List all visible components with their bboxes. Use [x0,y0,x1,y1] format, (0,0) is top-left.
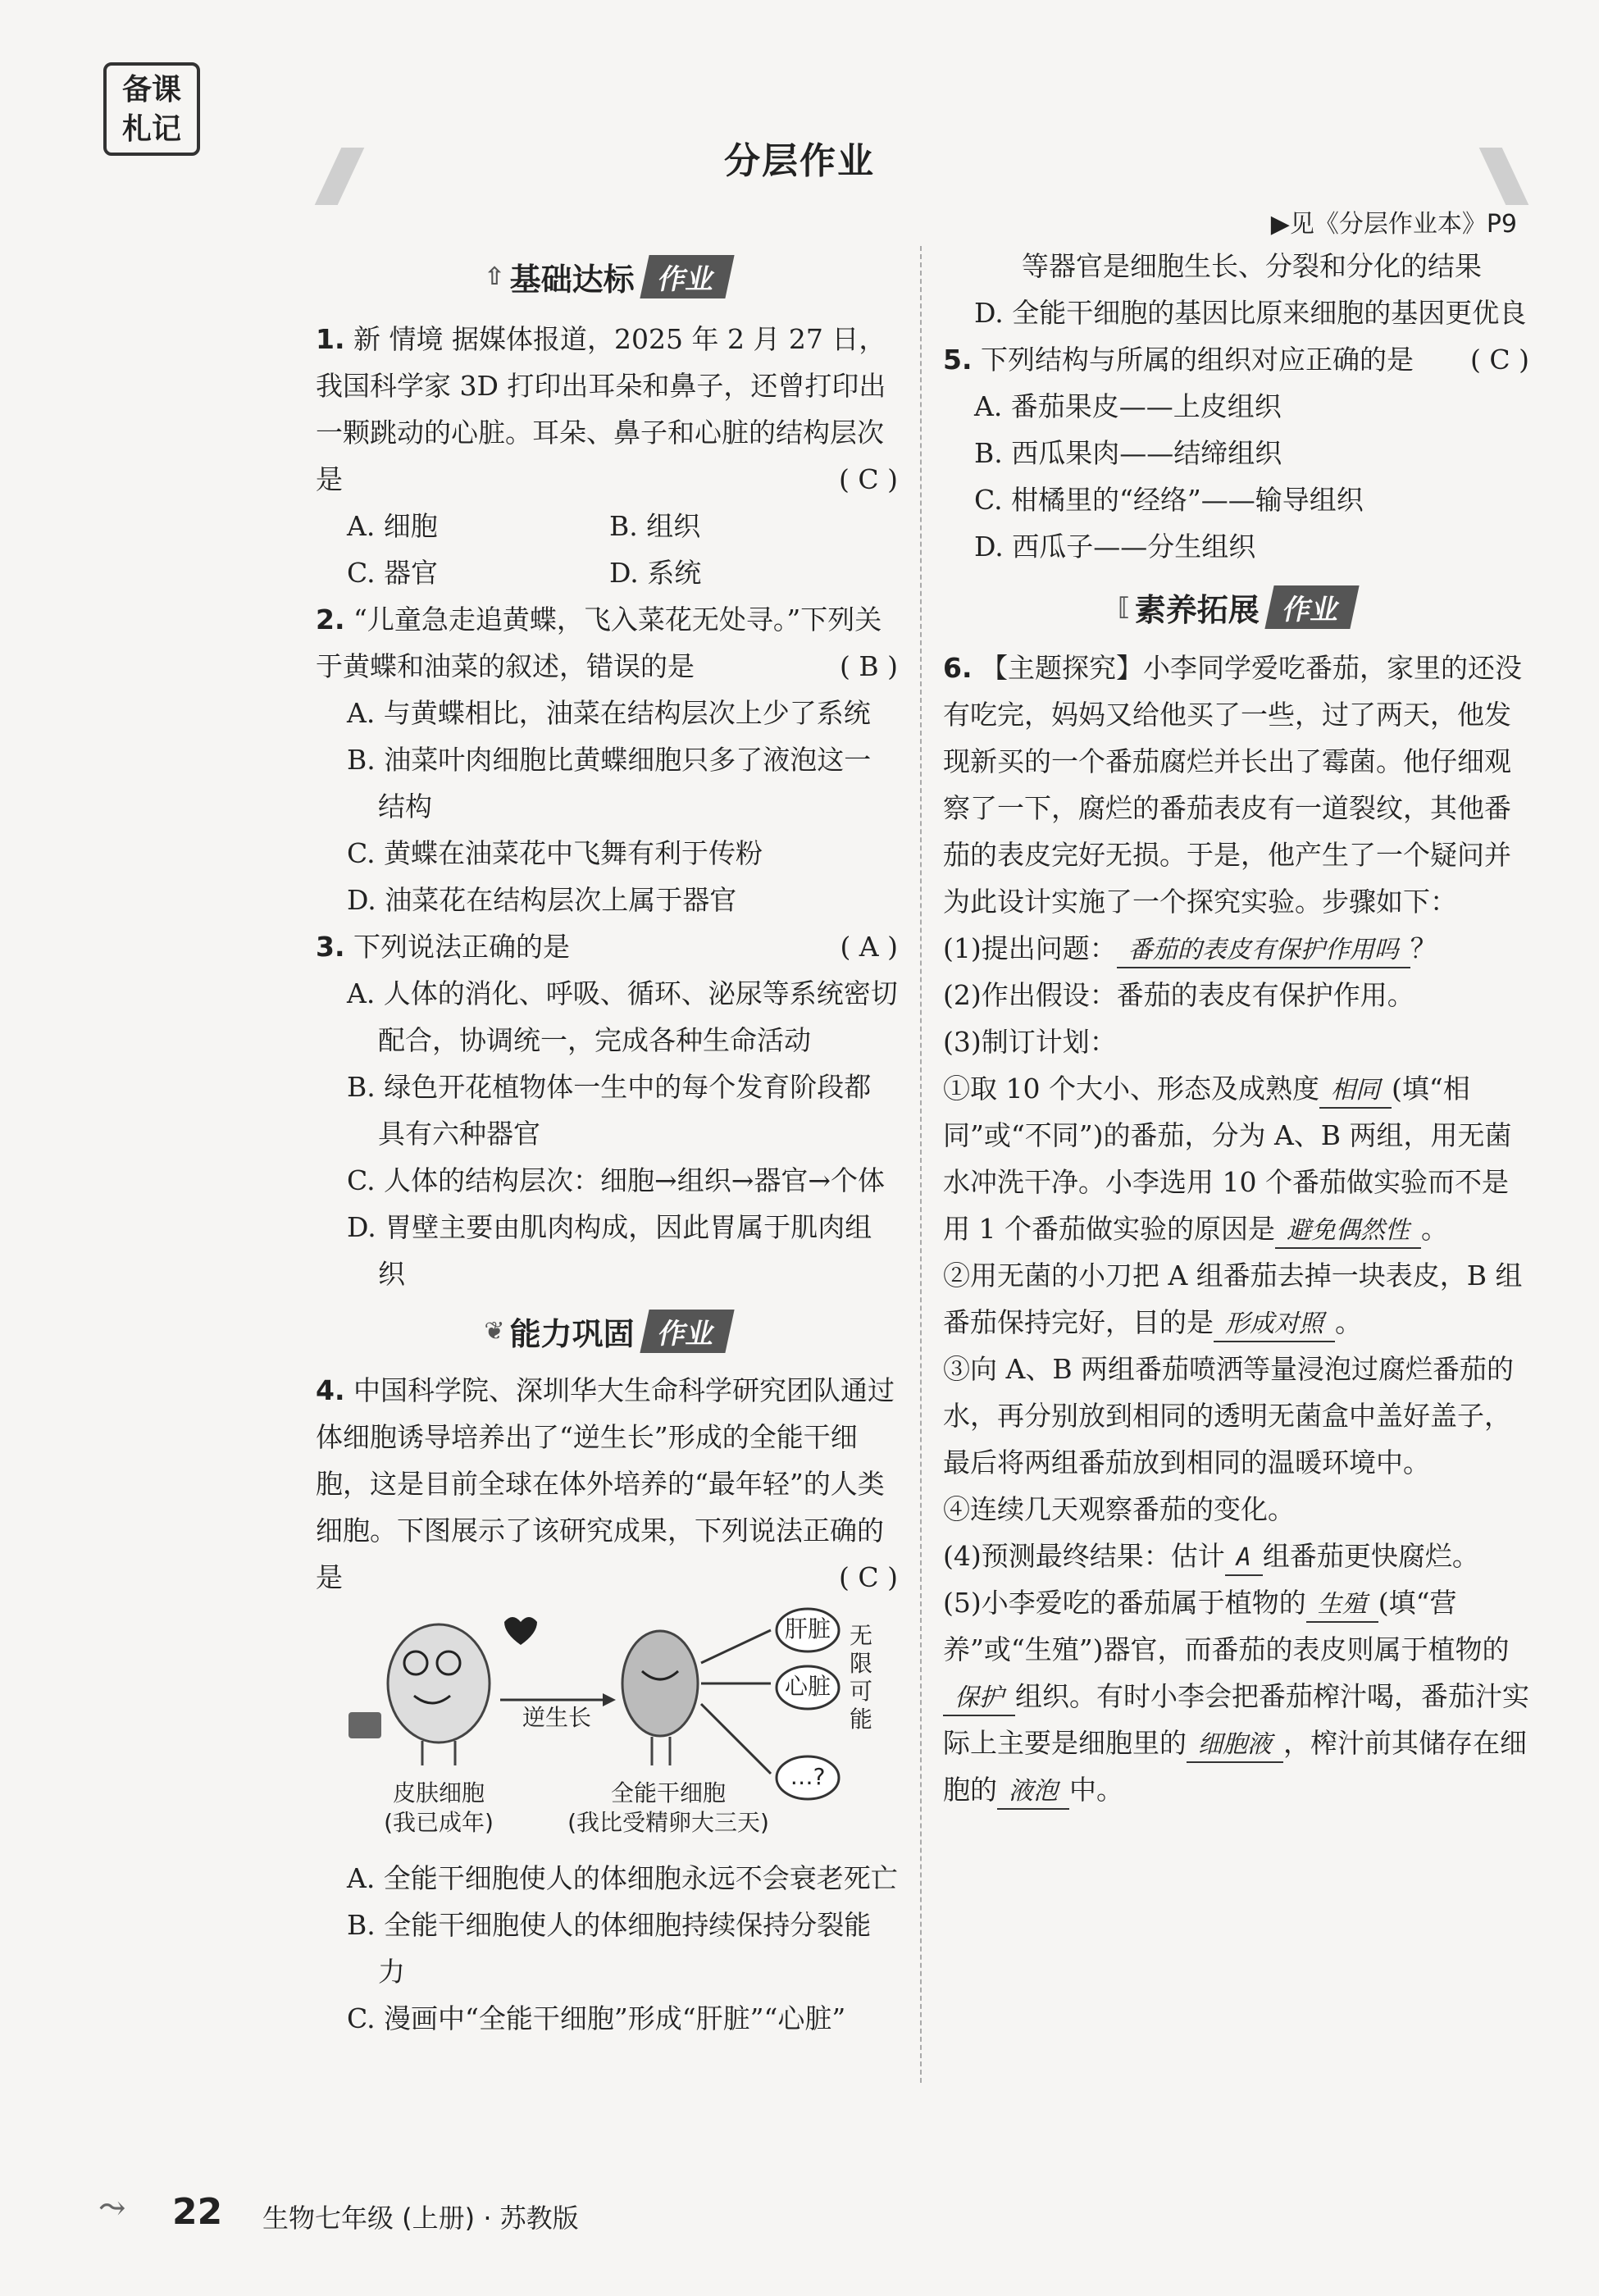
q2-number: 2. [316,604,345,636]
q6-step3: (3)制订计划： [943,1026,1117,1058]
q6-step4: (4)预测最终结果：估计 A 组番茄更快腐烂。 [943,1533,1529,1579]
q2-option-c: C. 黄蝶在油菜花中飞舞有利于传粉 [347,837,763,869]
q1-number: 1. [316,323,345,355]
left-column [316,254,898,2042]
question-2 [316,596,898,923]
q5-number: 5. [943,344,973,376]
target-liver: 肝脏 [784,1615,831,1642]
q6-step3b: ②用无菌的小刀把 A 组番茄去掉一块表皮，B 组番茄保持完好，目的是 形成对照 。 [943,1252,1529,1346]
q5-option-c: C. 柑橘里的“经络”——输导组织 [974,484,1364,516]
skin-cell-icon [348,1624,490,1765]
section-ability-tag: 作业 [640,1310,734,1353]
q6-number: 6. [943,652,973,684]
q6-step5-answer3: 细胞液 [1187,1729,1283,1763]
q6-step3b-answer: 形成对照 [1214,1308,1335,1342]
q6-step3a: ①取 10 个大小、形态及成熟度 相同 (填“相同”或“不同”)的番茄，分为 A、B 两组，用无菌水冲洗干净。小李选用 10 个番茄做实验而不是用 1 个番茄做实验的原因是 避免偶然性 。 [943,1065,1529,1252]
q6-step5-answer1: 生殖 [1306,1588,1378,1623]
q6-step1: (1)提出问题： 番茄的表皮有保护作用吗 ？ [943,925,1529,972]
q3-option-a: A. 人体的消化、呼吸、循环、泌尿等系统密切配合，协调统一，完成各种生命活动 [347,977,898,1056]
q5-option-d: D. 西瓜子——分生组织 [974,531,1256,563]
q4-option-b: B. 全能干细胞使人的体细胞持续保持分裂能力 [347,1909,872,1988]
question-1 [316,316,898,596]
q2-text: “儿童急走追黄蝶，飞入菜花无处寻。”下列关于黄蝶和油菜的叙述，错误的是 [316,604,882,682]
q6-step1-answer: 番茄的表皮有保护作用吗 [1117,934,1410,968]
section-ability-title: 能力巩固 [509,1316,635,1352]
q3-option-c: C. 人体的结构层次：细胞→组织→器官→个体 [347,1164,886,1196]
q5-option-b: B. 西瓜果肉——结缔组织 [974,437,1282,469]
q4-option-a: A. 全能干细胞使人的体细胞永远不会衰老死亡 [347,1862,898,1894]
arrow-label: 逆生长 [522,1704,591,1731]
skin-cell-caption: 皮肤细胞 [392,1779,485,1806]
q5-answer: ( C ) [1470,344,1529,376]
q6-step3c: ③向 A、B 两组番茄喷洒等量浸泡过腐烂番茄的水，再分别放到相同的透明无菌盒中盖好盖子，最后将两组番茄放到相同的温暖环境中。 [943,1353,1515,1478]
question-5 [943,336,1529,570]
q3-option-d: D. 胃壁主要由肌肉构成，因此胃属于肌肉组织 [347,1211,872,1290]
question-3 [316,923,898,1297]
section-basic [316,254,898,299]
q4-option-c-part1: C. 漫画中“全能干细胞”形成“肝脏”“心脏” [347,2002,846,2034]
section-basic-tag: 作业 [640,255,734,298]
q5-option-a: A. 番茄果皮——上皮组织 [974,390,1282,422]
stem-cell-diagram [316,1606,890,1852]
q3-text: 下列说法正确的是 [353,931,570,963]
stem-cell-caption: 全能干细胞 [610,1779,726,1806]
q6-text: 【主题探究】小李同学爱吃番茄，家里的还没有吃完，妈妈又给他买了一些，过了两天，他发现新买的一个番茄腐烂并长出了霉菌。他仔细观察了一下，腐烂的番茄表皮有一道裂纹，其他番茄的表皮完好无损。于是，他产生了一个疑问并为此设计实施了一个探究实验。步骤如下： [943,652,1522,918]
stem-cell-icon [622,1631,698,1765]
q3-option-b: B. 绿色开花植物体一生中的每个发育阶段都具有六种器官 [347,1071,872,1150]
q2-option-a: A. 与黄蝶相比，油菜在结构层次上少了系统 [347,697,871,729]
q1-text: 新 情境 据媒体报道，2025 年 2 月 27 日，我国科学家 3D 打印出耳朵和鼻子，还曾打印出一颗跳动的心脏。耳朵、鼻子和心脏的结构层次是 [316,323,886,495]
section-literacy-tag: 作业 [1264,585,1359,629]
up-arrow-icon: ⇧ [484,262,505,291]
q1-option-c: C. 器官 [347,557,439,589]
q6-step5: (5)小李爱吃的番茄属于植物的 生殖 (填“营养”或“生殖”)器官，而番茄的表皮则属于植物的保护 组织。有时小李会把番茄榨汁喝，番茄汁实际上主要是细胞里的 细胞液 ，榨汁前其储存在细胞的 液泡 中。 [943,1579,1529,1813]
bracket-icon: ⟦ [1118,593,1130,622]
q6-step3a-answer2: 避免偶然性 [1275,1214,1421,1249]
right-column [943,243,1529,1813]
skin-cell-sub: (我已成年) [384,1809,494,1836]
q1-option-d: D. 系统 [609,557,702,589]
q4-option-c-cont: 等器官是细胞生长、分裂和分化的结果 [1022,250,1482,282]
heart-icon [504,1617,537,1645]
stem-cell-sub: (我比受精卵大三天) [567,1809,769,1836]
q1-answer: ( C ) [839,463,898,495]
q6-step4-answer: A [1225,1542,1263,1576]
q1-option-a: A. 细胞 [347,510,438,542]
workbook-reference: ▶见《分层作业本》P9 [1270,210,1517,239]
section-literacy [943,585,1529,630]
stamp-line2: 札记 [121,112,181,146]
q6-step3a-answer: 相同 [1319,1074,1392,1109]
q2-option-d: D. 油菜花在结构层次上属于器官 [347,884,737,916]
page-number: 22 [172,2191,223,2233]
q6-step2: (2)作出假设：番茄的表皮有保护作用。 [943,979,1414,1011]
q2-option-b: B. 油菜叶肉细胞比黄蝶细胞只多了液泡这一结构 [347,744,872,822]
q4-text: 中国科学院、深圳华大生命科学研究团队通过体细胞诱导培养出了“逆生长”形成的全能干细胞，这是目前全球在体外培养的“最年轻”的人类细胞。下图展示了该研究成果，下列说法正确的是 [316,1374,895,1593]
q4-number: 4. [316,1374,345,1406]
infinite-possibility-label: 无限可能 [849,1622,872,1733]
q6-step3d: ④连续几天观察番茄的变化。 [943,1493,1295,1525]
q1-option-b: B. 组织 [609,510,701,542]
q4-option-d: D. 全能干细胞的基因比原来细胞的基因更优良 [974,297,1527,329]
question-4 [316,1367,898,2042]
stamp-line1: 备课 [121,73,181,107]
q4-answer: ( C ) [839,1561,898,1593]
q5-text: 下列结构与所属的组织对应正确的是 [981,344,1414,376]
section-literacy-title: 素养拓展 [1134,592,1260,628]
section-ability [316,1309,898,1354]
page-title: 分层作业 [724,140,875,182]
q3-number: 3. [316,931,345,963]
target-heart: 心脏 [784,1673,831,1700]
q6-step5-answer4: 液泡 [997,1775,1069,1810]
book-title: 生物七年级 (上册) · 苏教版 [262,2203,579,2234]
leaf-icon: ❦ [484,1317,505,1346]
q6-step5-answer2: 保护 [943,1682,1015,1716]
target-unknown: …? [790,1763,826,1790]
q3-answer: ( A ) [840,931,898,963]
question-6 [943,645,1529,1813]
section-basic-title: 基础达标 [509,262,635,298]
q2-answer: ( B ) [840,650,898,682]
footer-deco-icon: ⤳ [98,2189,126,2227]
column-divider [920,246,922,2083]
